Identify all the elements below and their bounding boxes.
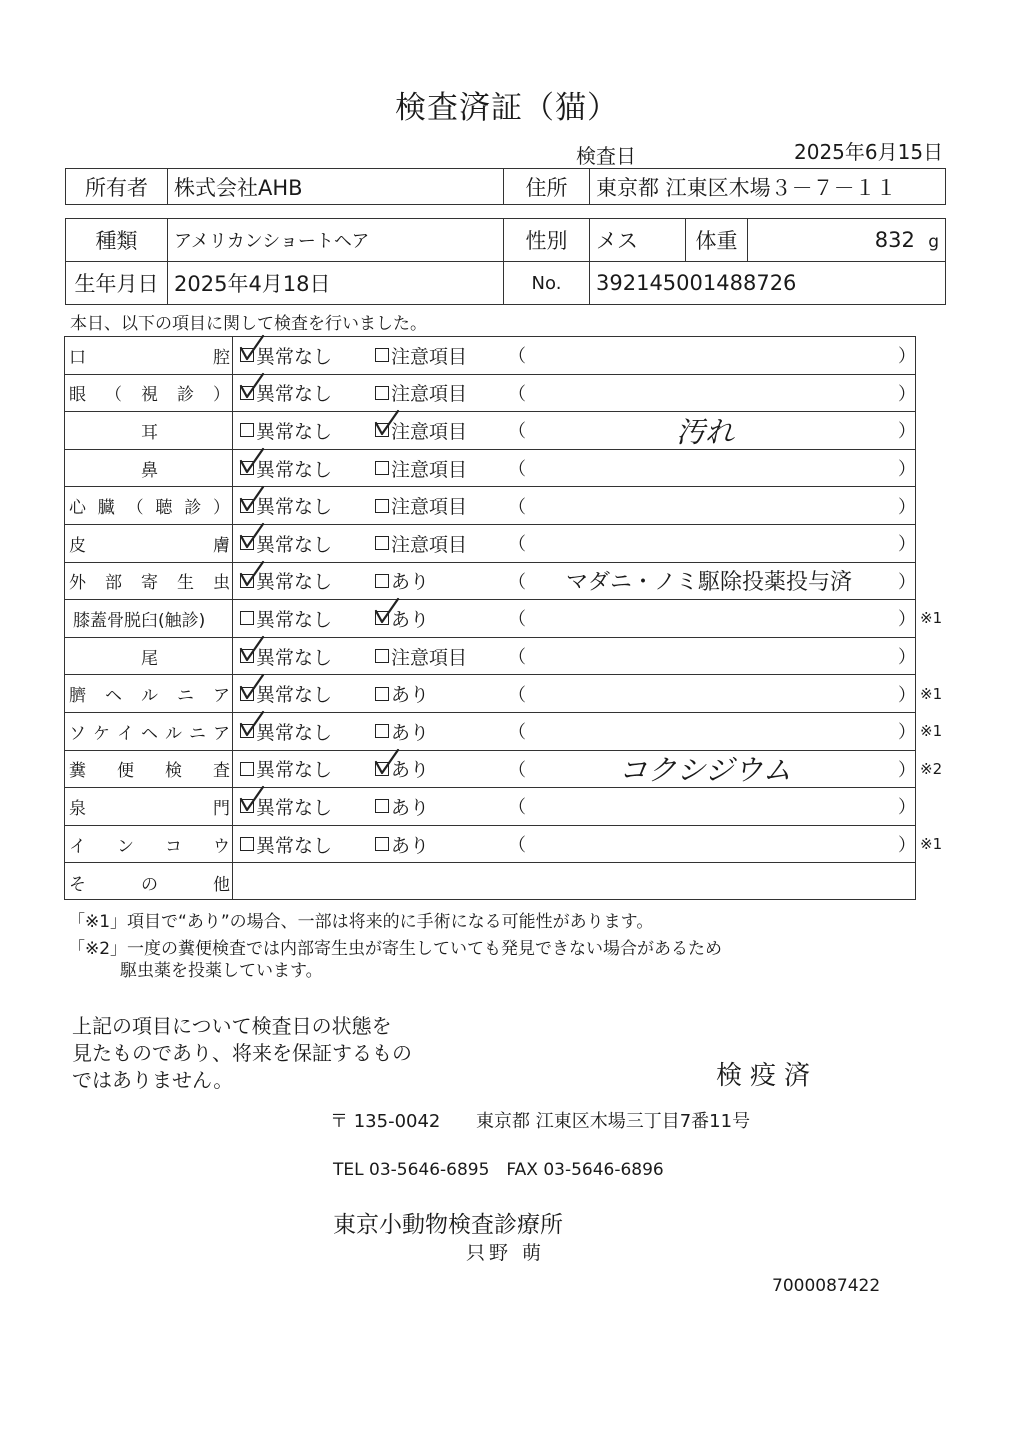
check-mark-icon bbox=[239, 561, 265, 587]
check-mark-icon bbox=[239, 636, 265, 662]
exam-row bbox=[65, 638, 915, 676]
footnote-marker: ※2 bbox=[920, 759, 943, 778]
option-normal[interactable] bbox=[240, 675, 332, 712]
option-normal[interactable] bbox=[240, 525, 332, 562]
option-normal[interactable] bbox=[240, 412, 332, 449]
disclaimer-line: 見たものであり、将来を保証するもの bbox=[72, 1041, 412, 1065]
checkbox-attention[interactable] bbox=[375, 536, 389, 550]
option-normal-label: 異常なし bbox=[256, 608, 333, 631]
option-attention-label: 注意項目 bbox=[391, 458, 468, 481]
exam-label: そ の 他 bbox=[69, 874, 230, 895]
checkbox-attention[interactable] bbox=[375, 461, 389, 475]
exam-row bbox=[65, 788, 915, 826]
option-attention-label: あり bbox=[391, 759, 430, 782]
exam-note: 汚れ bbox=[675, 414, 734, 449]
option-attention[interactable] bbox=[375, 751, 429, 788]
no-value: 392145001488726 bbox=[590, 262, 946, 305]
paren-open: （ bbox=[508, 759, 526, 781]
paren-close: ） bbox=[898, 759, 916, 781]
paren-close: ） bbox=[898, 534, 916, 556]
exam-row bbox=[65, 525, 915, 563]
checkbox-attention[interactable] bbox=[375, 837, 389, 851]
checkbox-normal[interactable] bbox=[240, 837, 254, 851]
option-normal-label: 異常なし bbox=[256, 345, 333, 368]
option-attention-label: あり bbox=[391, 571, 430, 594]
option-normal[interactable] bbox=[240, 600, 332, 637]
inspection-date: 2025年6月15日 bbox=[794, 140, 944, 164]
check-mark-icon bbox=[239, 486, 265, 512]
checkbox-attention[interactable] bbox=[375, 423, 389, 437]
paren-open: （ bbox=[508, 647, 526, 669]
checkbox-normal[interactable] bbox=[240, 386, 254, 400]
exam-label: 皮 膚 bbox=[69, 535, 230, 556]
disclaimer-line: ではありません。 bbox=[72, 1068, 234, 1092]
option-attention-label: あり bbox=[391, 608, 430, 631]
option-attention[interactable] bbox=[375, 600, 429, 637]
sex-value: メス bbox=[590, 219, 686, 262]
no-label: No. bbox=[504, 262, 590, 305]
option-attention-label: 注意項目 bbox=[391, 383, 468, 406]
exam-label: 鼻 bbox=[141, 460, 158, 481]
exam-row bbox=[65, 675, 943, 713]
paren-close: ） bbox=[898, 609, 916, 631]
footnote-marker: ※1 bbox=[920, 684, 943, 703]
exam-row bbox=[65, 826, 943, 864]
paren-open: （ bbox=[508, 534, 526, 556]
option-attention[interactable] bbox=[375, 375, 467, 412]
option-normal-label: 異常なし bbox=[256, 420, 333, 443]
option-normal-label: 異常なし bbox=[256, 759, 333, 782]
checkbox-attention[interactable] bbox=[375, 799, 389, 813]
option-attention[interactable] bbox=[375, 638, 467, 675]
option-attention[interactable] bbox=[375, 826, 429, 863]
exam-label: イ ン コ ウ bbox=[69, 836, 230, 857]
footnote-marker: ※1 bbox=[920, 835, 943, 854]
exam-label: 眼 （ 視 診 ） bbox=[69, 385, 230, 406]
paren-close: ） bbox=[898, 459, 916, 481]
checkbox-attention[interactable] bbox=[375, 762, 389, 776]
option-normal-label: 異常なし bbox=[256, 721, 333, 744]
paren-open: （ bbox=[508, 571, 526, 593]
breed-label: 種類 bbox=[66, 219, 168, 262]
page-title: 検査済証（猫） bbox=[395, 90, 619, 126]
check-mark-icon bbox=[239, 373, 265, 399]
clinic-address: 東京都 江東区木場三丁目7番11号 bbox=[476, 1111, 751, 1132]
option-normal[interactable] bbox=[240, 375, 332, 412]
option-attention-label: 注意項目 bbox=[391, 345, 468, 368]
weight-label: 体重 bbox=[686, 219, 748, 262]
footnote-2b: 駆虫薬を投薬しています。 bbox=[120, 961, 323, 981]
quarantine-stamp: 検疫済 bbox=[716, 1061, 819, 1091]
weight-value: 832 bbox=[874, 228, 915, 252]
checkbox-normal[interactable] bbox=[240, 649, 254, 663]
option-attention[interactable] bbox=[375, 675, 429, 712]
sex-label: 性別 bbox=[504, 219, 590, 262]
clinic-postal: 〒 135-0042 bbox=[330, 1111, 441, 1132]
paren-close: ） bbox=[898, 421, 916, 443]
option-attention[interactable] bbox=[375, 788, 429, 825]
option-normal[interactable] bbox=[240, 826, 332, 863]
paren-open: （ bbox=[508, 684, 526, 706]
option-attention[interactable] bbox=[375, 450, 467, 487]
inspection-date-label: 検査日 bbox=[576, 144, 636, 168]
exam-table bbox=[64, 336, 943, 900]
exam-label: 泉 門 bbox=[69, 798, 230, 819]
option-normal-label: 異常なし bbox=[256, 571, 333, 594]
exam-row bbox=[65, 563, 915, 601]
option-attention[interactable] bbox=[375, 525, 467, 562]
footnote-2a: 「※2」一度の糞便検査では内部寄生虫が寄生していても発見できない場合があるため bbox=[68, 939, 723, 959]
option-normal[interactable] bbox=[240, 563, 332, 600]
dob-value: 2025年4月18日 bbox=[168, 262, 504, 305]
checkbox-attention[interactable] bbox=[375, 348, 389, 362]
checkbox-normal[interactable] bbox=[240, 423, 254, 437]
check-mark-icon bbox=[239, 448, 265, 474]
breed-value: アメリカンショートヘア bbox=[168, 219, 504, 262]
owner-value: 株式会社AHB bbox=[168, 169, 504, 205]
paren-close: ） bbox=[898, 722, 916, 744]
owner-label: 所有者 bbox=[66, 169, 168, 205]
owner-table bbox=[65, 168, 946, 205]
exam-row bbox=[65, 487, 915, 525]
clinic-person: 只野 萌 bbox=[466, 1242, 546, 1264]
check-mark-icon bbox=[239, 711, 265, 737]
paren-close: ） bbox=[898, 684, 916, 706]
option-normal-label: 異常なし bbox=[256, 496, 333, 519]
paren-open: （ bbox=[508, 609, 526, 631]
disclaimer-line: 上記の項目について検査日の状態を bbox=[72, 1014, 392, 1038]
weight-unit: g bbox=[928, 232, 939, 252]
animal-table bbox=[65, 218, 946, 305]
checkbox-normal[interactable] bbox=[240, 611, 254, 625]
paren-close: ） bbox=[898, 797, 916, 819]
option-attention-label: あり bbox=[391, 684, 430, 707]
option-attention-label: あり bbox=[391, 834, 430, 857]
option-normal-label: 異常なし bbox=[256, 834, 333, 857]
paren-open: （ bbox=[508, 835, 526, 857]
checkbox-normal[interactable] bbox=[240, 461, 254, 475]
option-normal[interactable] bbox=[240, 751, 332, 788]
checkbox-normal[interactable] bbox=[240, 762, 254, 776]
paren-open: （ bbox=[508, 722, 526, 744]
option-normal-label: 異常なし bbox=[256, 458, 333, 481]
paren-open: （ bbox=[508, 459, 526, 481]
exam-row bbox=[65, 713, 943, 751]
option-normal-label: 異常なし bbox=[256, 533, 333, 556]
footnote-1: 「※1」項目で“あり”の場合、一部は将来的に手術になる可能性があります。 bbox=[68, 912, 654, 932]
paren-close: ） bbox=[898, 571, 916, 593]
paren-open: （ bbox=[508, 421, 526, 443]
checkbox-attention[interactable] bbox=[375, 724, 389, 738]
check-mark-icon bbox=[239, 674, 265, 700]
clinic-name: 東京小動物検査診療所 bbox=[333, 1212, 563, 1238]
option-normal[interactable] bbox=[240, 450, 332, 487]
checkbox-attention[interactable] bbox=[375, 649, 389, 663]
paren-open: （ bbox=[508, 346, 526, 368]
checkbox-normal[interactable] bbox=[240, 574, 254, 588]
option-normal[interactable] bbox=[240, 337, 332, 374]
exam-row bbox=[65, 450, 915, 488]
option-attention[interactable] bbox=[375, 337, 467, 374]
option-attention[interactable] bbox=[375, 713, 429, 750]
option-attention[interactable] bbox=[375, 563, 429, 600]
paren-close: ） bbox=[898, 383, 916, 405]
check-mark-icon bbox=[374, 749, 400, 775]
check-mark-icon bbox=[374, 410, 400, 436]
check-mark-icon bbox=[239, 335, 265, 361]
exam-label: 臍 ヘ ル ニ ア bbox=[69, 686, 230, 707]
exam-note: コクシジウム bbox=[618, 753, 792, 788]
exam-row bbox=[65, 863, 915, 901]
footnote-marker: ※1 bbox=[920, 609, 943, 628]
option-attention[interactable] bbox=[375, 412, 467, 449]
option-normal-label: 異常なし bbox=[256, 796, 333, 819]
address-label: 住所 bbox=[504, 169, 590, 205]
exam-label: ソ ケ イ ヘ ル ニ ア bbox=[69, 723, 230, 744]
exam-note: マダニ・ノミ駆除投薬投与済 bbox=[565, 570, 852, 596]
checkbox-normal[interactable] bbox=[240, 348, 254, 362]
address-value: 東京都 江東区木場３－７－１１ bbox=[590, 169, 946, 205]
disclaimer bbox=[72, 1013, 412, 1094]
exam-label: 口 腔 bbox=[69, 347, 230, 368]
paren-close: ） bbox=[898, 835, 916, 857]
checkbox-normal[interactable] bbox=[240, 499, 254, 513]
option-normal[interactable] bbox=[240, 487, 332, 524]
paren-open: （ bbox=[508, 496, 526, 518]
checkbox-normal[interactable] bbox=[240, 724, 254, 738]
option-normal-label: 異常なし bbox=[256, 383, 333, 406]
checkbox-normal[interactable] bbox=[240, 799, 254, 813]
option-normal[interactable] bbox=[240, 713, 332, 750]
paren-open: （ bbox=[508, 797, 526, 819]
checkbox-attention[interactable] bbox=[375, 687, 389, 701]
option-attention-label: 注意項目 bbox=[391, 646, 468, 669]
option-normal-label: 異常なし bbox=[256, 646, 333, 669]
checkbox-attention[interactable] bbox=[375, 574, 389, 588]
exam-label: 外 部 寄 生 虫 bbox=[69, 573, 230, 594]
exam-label: 尾 bbox=[141, 648, 158, 669]
check-mark-icon bbox=[239, 786, 265, 812]
exam-label: 糞 便 検 査 bbox=[69, 761, 230, 782]
exam-label: 耳 bbox=[141, 422, 158, 443]
checkbox-attention[interactable] bbox=[375, 386, 389, 400]
option-normal[interactable] bbox=[240, 788, 332, 825]
exam-label: 膝蓋骨脱臼(触診) bbox=[73, 610, 206, 631]
option-attention-label: 注意項目 bbox=[391, 533, 468, 556]
check-mark-icon bbox=[374, 598, 400, 624]
option-attention-label: あり bbox=[391, 721, 430, 744]
option-normal[interactable] bbox=[240, 638, 332, 675]
option-attention-label: あり bbox=[391, 796, 430, 819]
dob-label: 生年月日 bbox=[66, 262, 168, 305]
exam-row bbox=[65, 412, 915, 450]
clinic-tel-fax: TEL 03-5646-6895 FAX 03-5646-6896 bbox=[333, 1160, 664, 1180]
check-mark-icon bbox=[239, 523, 265, 549]
weight-cell bbox=[748, 219, 946, 262]
lead-text: 本日、以下の項目に関して検査を行いました。 bbox=[70, 314, 427, 334]
exam-row bbox=[65, 375, 915, 413]
exam-row bbox=[65, 337, 915, 375]
document-number: 7000087422 bbox=[772, 1276, 881, 1296]
footnote-marker: ※1 bbox=[920, 722, 943, 741]
option-attention[interactable] bbox=[375, 487, 467, 524]
checkbox-normal[interactable] bbox=[240, 687, 254, 701]
exam-row bbox=[65, 600, 943, 638]
checkbox-attention[interactable] bbox=[375, 611, 389, 625]
paren-close: ） bbox=[898, 346, 916, 368]
checkbox-normal[interactable] bbox=[240, 536, 254, 550]
option-attention-label: 注意項目 bbox=[391, 496, 468, 519]
checkbox-attention[interactable] bbox=[375, 499, 389, 513]
paren-close: ） bbox=[898, 647, 916, 669]
exam-row bbox=[65, 751, 943, 789]
exam-label: 心 臓 （ 聴 診 ） bbox=[69, 498, 230, 519]
paren-close: ） bbox=[898, 496, 916, 518]
paren-open: （ bbox=[508, 383, 526, 405]
option-attention-label: 注意項目 bbox=[391, 420, 468, 443]
option-normal-label: 異常なし bbox=[256, 684, 333, 707]
